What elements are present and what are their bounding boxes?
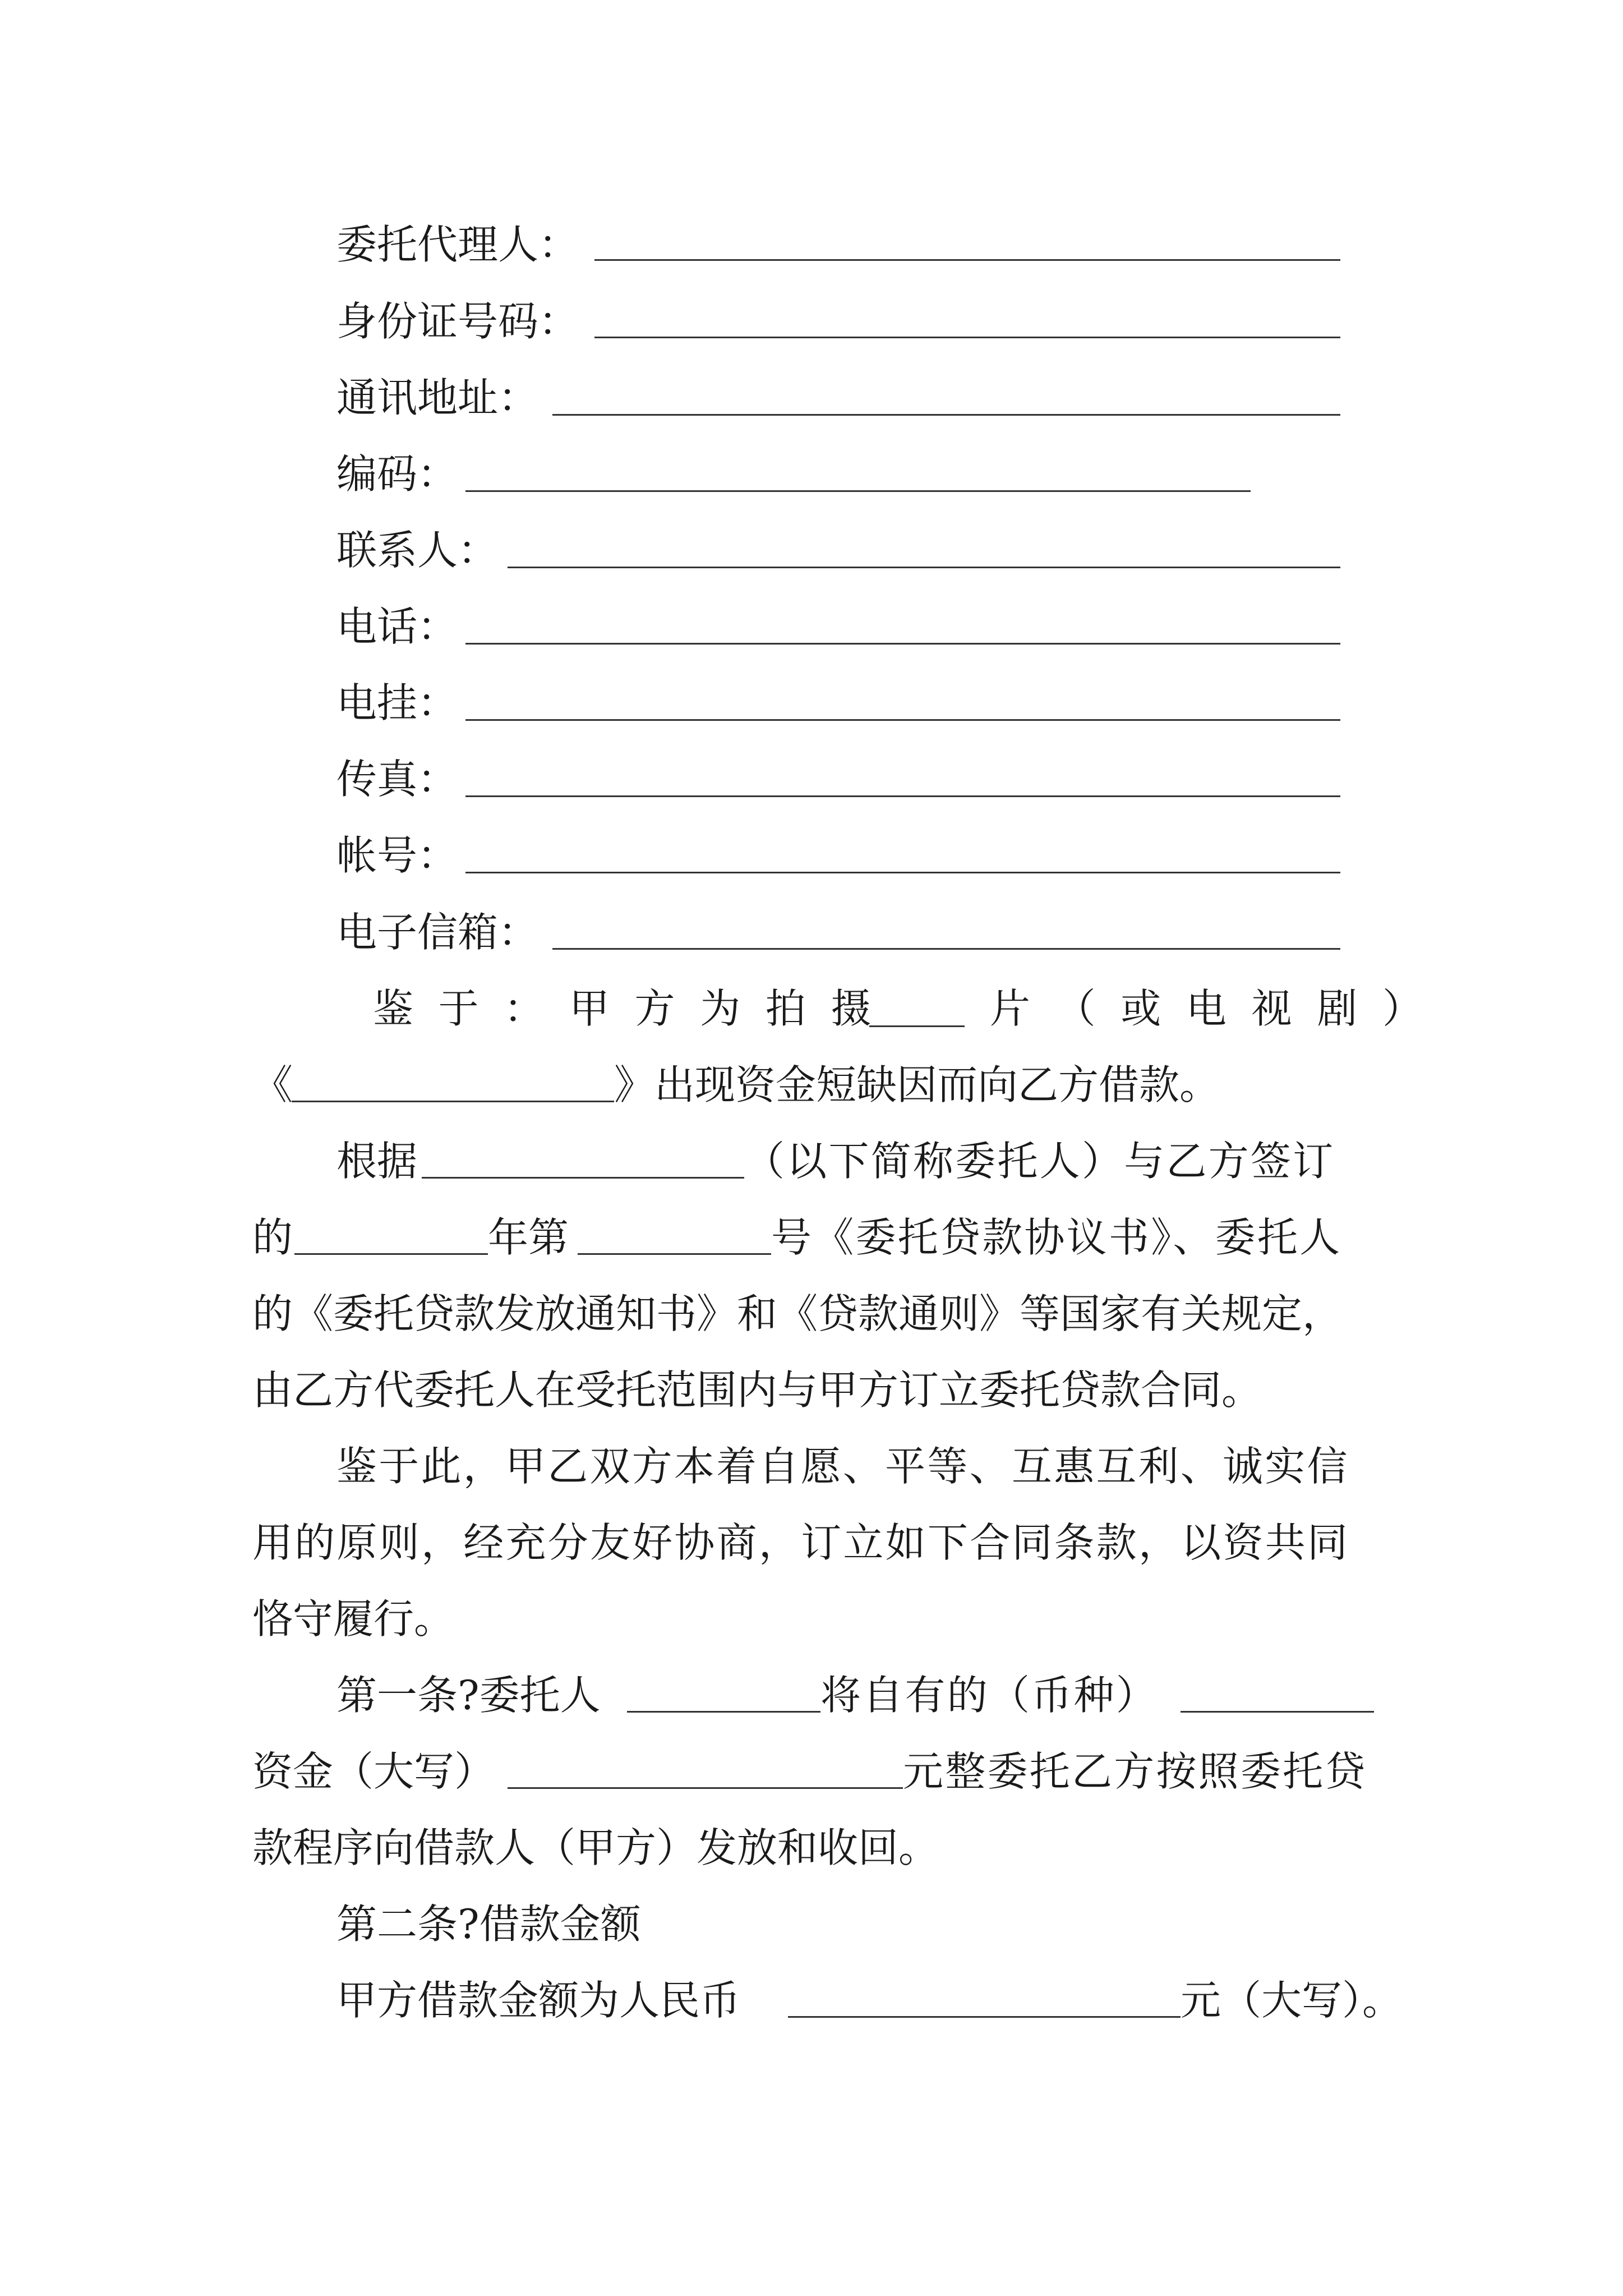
genju-year-blank[interactable] xyxy=(294,1253,488,1255)
field-email-blank[interactable] xyxy=(552,948,1340,950)
field-id-number-blank[interactable] xyxy=(594,337,1340,338)
article1-line2-b: 元整委托乙方按照委托贷 xyxy=(903,1748,1367,1795)
article1-currency-blank[interactable] xyxy=(1181,1711,1374,1713)
field-phone-label: 电话： xyxy=(336,603,458,650)
field-contact-person-label: 联系人： xyxy=(336,527,499,574)
article1-line1-a: 第一条?委托人 xyxy=(336,1672,601,1719)
genju-number-blank[interactable] xyxy=(578,1253,771,1255)
field-address-label: 通讯地址： xyxy=(336,374,539,421)
field-account-blank[interactable] xyxy=(465,872,1340,873)
field-account-label: 帐号： xyxy=(336,832,458,879)
jianyu-line2-close: 》出现资金短缺因而向乙方借款。 xyxy=(614,1061,1220,1108)
jianyu-line1-a: 鉴于：甲方为拍摄 xyxy=(373,985,897,1032)
article2-line1-a: 甲方借款金额为人民币 xyxy=(336,1977,741,2024)
genju-line3: 的《委托贷款发放通知书》和《贷款通则》等国家有关规定， xyxy=(252,1290,1343,1337)
jianyuci-line3: 恪守履行。 xyxy=(252,1595,455,1642)
article1-line2-a: 资金（大写） xyxy=(252,1748,495,1795)
jianyuci-line2: 用的原则，经充分友好协商，订立如下合同条款，以资共同 xyxy=(252,1519,1350,1566)
jianyu-film-blank[interactable] xyxy=(869,1025,965,1027)
genju-entrustor-blank[interactable] xyxy=(422,1177,744,1179)
field-cable-blank[interactable] xyxy=(465,719,1340,721)
field-contact-person-blank[interactable] xyxy=(508,567,1340,568)
field-fax-label: 传真： xyxy=(336,756,458,803)
article2-amount-blank[interactable] xyxy=(788,2016,1181,2018)
field-phone-blank[interactable] xyxy=(465,643,1340,645)
article1-line1-b: 将自有的（币种） xyxy=(820,1672,1158,1719)
article2-line1-b: 元（大写）。 xyxy=(1181,1977,1403,2024)
article1-line3: 款程序向借款人（甲方）发放和收回。 xyxy=(252,1824,939,1871)
field-fax-blank[interactable] xyxy=(465,795,1340,797)
genju-line1-a: 根据 xyxy=(336,1138,418,1185)
field-agent-label: 委托代理人： xyxy=(336,221,579,268)
jianyu-title-blank[interactable] xyxy=(292,1101,614,1102)
genju-line1-b: （以下简称委托人）与乙方签订 xyxy=(744,1138,1335,1185)
genju-line2-c: 号《委托贷款协议书》、委托人 xyxy=(771,1214,1342,1261)
jianyu-line2-open: 《 xyxy=(252,1061,293,1108)
field-postcode-label: 编码： xyxy=(336,450,458,498)
field-address-blank[interactable] xyxy=(552,414,1340,416)
genju-line2-b: 年第 xyxy=(488,1214,569,1261)
jianyuci-line1: 鉴于此，甲乙双方本着自愿、平等、互惠互利、诚实信 xyxy=(336,1443,1349,1490)
field-email-label: 电子信箱： xyxy=(336,909,539,956)
article1-amount-blank[interactable] xyxy=(508,1787,903,1789)
genju-line4: 由乙方代委托人在受托范围内与甲方订立委托贷款合同。 xyxy=(252,1366,1262,1414)
jianyu-line1-b: 片（或电视剧） xyxy=(990,985,1448,1032)
article2-title: 第二条?借款金额 xyxy=(336,1901,641,1948)
field-agent-blank[interactable] xyxy=(594,259,1340,261)
field-id-number-label: 身份证号码： xyxy=(336,298,579,345)
field-postcode-blank[interactable] xyxy=(465,490,1251,492)
field-cable-label: 电挂： xyxy=(336,679,458,726)
genju-line2-a: 的 xyxy=(252,1214,293,1261)
article1-entrustor-blank[interactable] xyxy=(627,1711,820,1713)
